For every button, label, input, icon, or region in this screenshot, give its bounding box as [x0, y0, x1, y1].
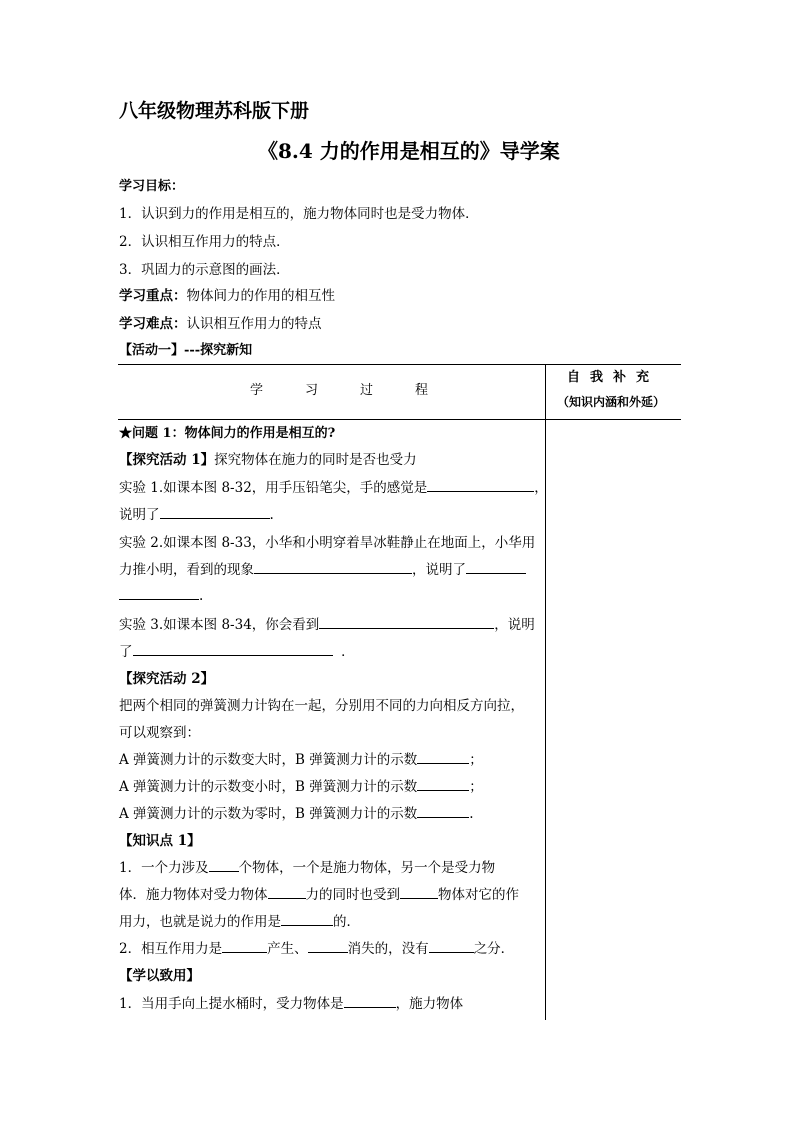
- difficulty-text: 认识相互作用力的特点: [186, 316, 322, 332]
- difficulty: [119, 312, 322, 332]
- exp1-text: 说明了: [119, 507, 160, 523]
- difficulty-label: 学习难点：: [119, 316, 187, 332]
- question-1: ★问题 1：物体间力的作用是相互的?: [119, 426, 336, 441]
- knowledge-text: 物体对它的作: [438, 887, 519, 903]
- knowledge-text: 的．: [333, 914, 360, 930]
- exp2-desc: 可以观察到：: [119, 725, 200, 741]
- observation-line: [119, 802, 474, 822]
- knowledge-text: 产生、: [267, 941, 308, 957]
- knowledge-text: 1．一个力涉及: [119, 860, 209, 876]
- punct: ；: [469, 752, 483, 768]
- observation-text: A 弹簧测力计的示数变大时，B 弹簧测力计的示数: [119, 752, 418, 768]
- answer-blank[interactable]: [319, 614, 494, 629]
- key-point: [119, 284, 335, 304]
- exp1-label: 【探究活动 1】: [119, 452, 215, 468]
- exp2-desc: 把两个相同的弹簧测力计钩在一起，分别用不同的力向相反方向拉，: [119, 698, 524, 714]
- answer-blank[interactable]: [281, 911, 333, 926]
- punct: .: [199, 588, 204, 604]
- answer-blank[interactable]: [417, 776, 469, 791]
- punct: .: [469, 806, 474, 822]
- answer-blank[interactable]: [308, 938, 348, 953]
- exp3-text: 实验 3.如课本图 8-34，你会看到: [119, 617, 320, 633]
- table-header-border: [118, 419, 681, 420]
- key-point-text: 物体间力的作用的相互性: [186, 288, 335, 304]
- observation-text: A 弹簧测力计的示数变小时，B 弹簧测力计的示数: [119, 779, 418, 795]
- exp1-line: [119, 503, 274, 523]
- answer-blank[interactable]: [160, 504, 270, 519]
- answer-blank[interactable]: [417, 749, 469, 764]
- activity-1-heading: 【活动一】---探究新知: [119, 343, 253, 358]
- doc-title: 《8.4 力的作用是相互的》导学案: [258, 139, 560, 163]
- exp2-label: 【探究活动 2】: [119, 671, 215, 687]
- answer-blank[interactable]: [417, 803, 469, 818]
- observation-line: [119, 748, 483, 768]
- knowledge-text: 之分．: [473, 941, 515, 957]
- exp1-text: 实验 1.如课本图 8-32，用手压铅笔尖，手的感觉是: [119, 480, 428, 496]
- observation-text: A 弹簧测力计的示数为零时，B 弹簧测力计的示数: [119, 806, 418, 822]
- answer-blank[interactable]: [400, 884, 438, 899]
- exp2-text: ，说明了: [412, 562, 466, 578]
- knowledge-point-1-label: 【知识点 1】: [119, 833, 201, 849]
- key-point-label: 学习重点：: [119, 288, 187, 304]
- column-header-char: 程: [415, 383, 429, 398]
- knowledge-text: 力的同时也受到: [305, 887, 400, 903]
- exp2-line: [119, 558, 526, 578]
- knowledge-text: 体．施力物体对受力物体: [119, 887, 268, 903]
- apply-line: [119, 992, 463, 1012]
- exp1-title: 探究物体在施力的同时是否也受力: [214, 452, 417, 468]
- goal-item: 1．认识到力的作用是相互的，施力物体同时也是受力物体．: [119, 206, 479, 222]
- answer-blank[interactable]: [222, 938, 267, 953]
- apply-text: ，施力物体: [395, 996, 464, 1012]
- doc-header: 八年级物理苏科版下册: [119, 100, 310, 122]
- exp1-line: [119, 476, 548, 496]
- column-header-supplement-sub: （知识内涵和外延）: [557, 395, 666, 409]
- knowledge-text: 个物体，一个是施力物体，另一个是受力物: [238, 860, 496, 876]
- exp3-text: ，说明: [494, 617, 535, 633]
- exp1-line: [119, 448, 417, 468]
- knowledge-text: 用力，也就是说力的作用是: [119, 914, 281, 930]
- apply-text: 1．当用手向上提水桶时，受力物体是: [119, 996, 344, 1012]
- knowledge-line: [119, 856, 495, 876]
- punct: ；: [469, 779, 483, 795]
- goals-label: 学习目标：: [119, 179, 185, 194]
- knowledge-line: [119, 937, 514, 957]
- column-header-char: 过: [360, 383, 374, 398]
- knowledge-text: 2．相互作用力是: [119, 941, 223, 957]
- column-header-char: 学: [250, 383, 264, 398]
- answer-blank[interactable]: [344, 993, 396, 1008]
- column-header-process: [250, 379, 470, 398]
- knowledge-line: [119, 883, 519, 903]
- punct: .: [269, 507, 274, 523]
- apply-label: 【学以致用】: [119, 968, 200, 984]
- answer-blank[interactable]: [466, 559, 526, 574]
- exp2-text: 力推小明，看到的现象: [119, 562, 254, 578]
- column-header-char: 习: [305, 383, 319, 398]
- column-header-supplement: 自我补充: [567, 370, 660, 385]
- knowledge-line: [119, 910, 360, 930]
- answer-blank[interactable]: [119, 585, 199, 600]
- answer-blank[interactable]: [427, 477, 534, 492]
- answer-blank[interactable]: [254, 559, 412, 574]
- table-column-divider: [545, 364, 546, 1020]
- exp2-line: 实验 2.如课本图 8-33，小华和小明穿着旱冰鞋静止在地面上，小华用: [119, 535, 536, 551]
- goal-item: 3．巩固力的示意图的画法．: [119, 262, 290, 278]
- table-top-border: [118, 364, 681, 365]
- answer-blank[interactable]: [133, 641, 333, 656]
- answer-blank[interactable]: [209, 857, 239, 872]
- goal-item: 2．认识相互作用力的特点．: [119, 234, 290, 250]
- exp3-text: 了: [119, 644, 133, 660]
- knowledge-text: 消失的，没有: [347, 941, 429, 957]
- exp3-line: [119, 613, 535, 633]
- observation-line: [119, 775, 483, 795]
- punct: ，: [534, 480, 548, 496]
- punct: ．: [341, 644, 355, 660]
- answer-blank[interactable]: [268, 884, 306, 899]
- exp2-line: [119, 585, 203, 604]
- exp3-line: [119, 640, 355, 660]
- answer-blank[interactable]: [429, 938, 474, 953]
